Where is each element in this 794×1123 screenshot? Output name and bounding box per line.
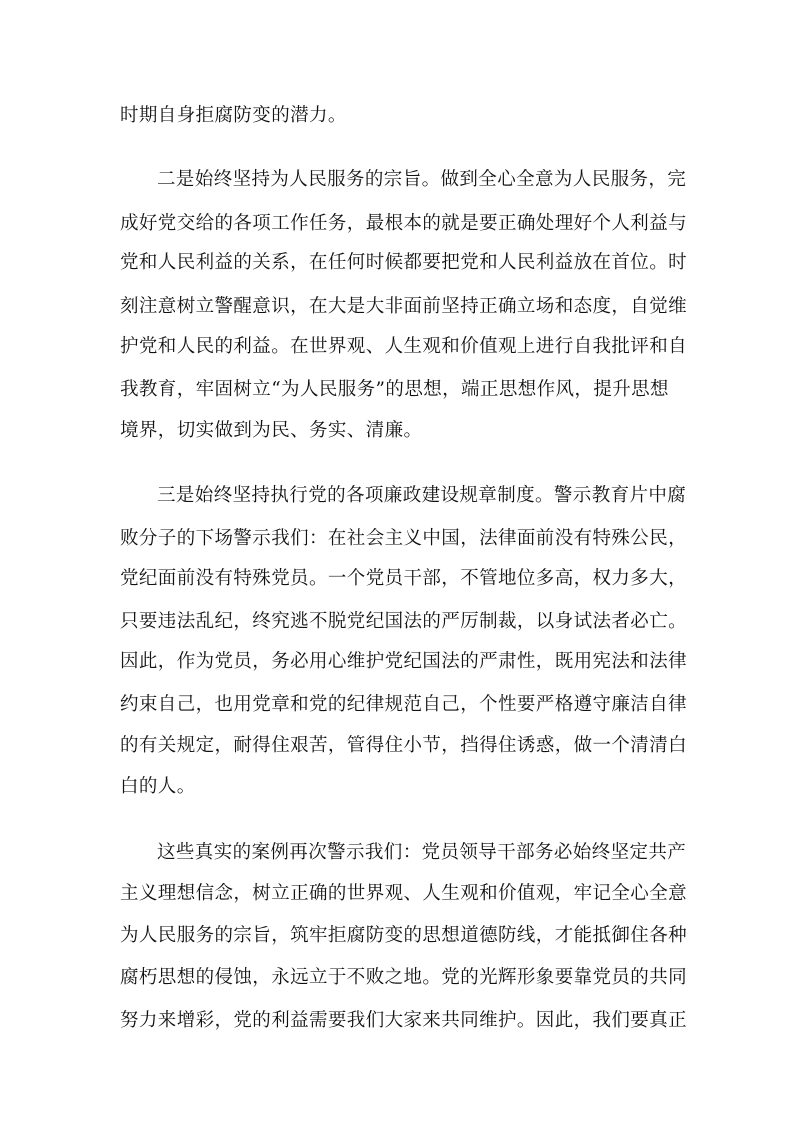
text-line: 腐朽思想的侵蚀，永远立于不败之地。党的光辉形象要靠党员的共同 — [120, 967, 688, 988]
text-line: 因此，作为党员，务必用心维护党纪国法的严肃性，既用宪法和法律 — [120, 651, 688, 672]
text-line: 主义理想信念，树立正确的世界观、人生观和价值观，牢记全心全意 — [120, 883, 688, 904]
text-line: 的有关规定，耐得住艰苦，管得住小节，挡得住诱惑，做一个清清白 — [120, 735, 688, 756]
text-line: 这些真实的案例再次警示我们：党员领导干部务必始终坚定共产 — [157, 842, 687, 863]
text-line: 三是始终坚持执行党的各项廉政建设规章制度。警示教育片中腐 — [157, 485, 687, 506]
text-line: 党纪面前没有特殊党员。一个党员干部，不管地位多高，权力多大， — [120, 568, 688, 589]
text-line: 护党和人民的利益。在世界观、人生观和价值观上进行自我批评和自 — [120, 336, 688, 357]
text-line: 刻注意树立警醒意识，在大是大非面前坚持正确立场和态度，自觉维 — [120, 296, 688, 317]
text-line: 我教育，牢固树立“为人民服务”的思想，端正思想作风，提升思想 — [120, 379, 669, 400]
text-line: 只要违法乱纪，终究逃不脱党纪国法的严厉制裁，以身试法者必亡。 — [120, 611, 688, 632]
text-line: 努力来增彩，党的利益需要我们大家来共同维护。因此，我们要真正 — [120, 1010, 688, 1031]
text-line: 境界，切实做到为民、务实、清廉。 — [120, 420, 423, 441]
text-line: 败分子的下场警示我们：在社会主义中国，法律面前没有特殊公民， — [120, 528, 688, 549]
text-line: 约束自己，也用党章和党的纪律规范自己，个性要严格遵守廉洁自律 — [120, 694, 688, 715]
text-line: 党和人民利益的关系，在任何时候都要把党和人民利益放在首位。时 — [120, 252, 688, 273]
text-line: 成好党交给的各项工作任务，最根本的就是要正确处理好个人利益与 — [120, 213, 688, 234]
text-line: 二是始终坚持为人民服务的宗旨。做到全心全意为人民服务，完 — [157, 169, 687, 190]
text-line: 为人民服务的宗旨，筑牢拒腐防变的思想道德防线，才能抵御住各种 — [120, 925, 688, 946]
text-line: 时期自身拒腐防变的潜力。 — [120, 105, 347, 126]
text-line: 白的人。 — [120, 776, 196, 797]
